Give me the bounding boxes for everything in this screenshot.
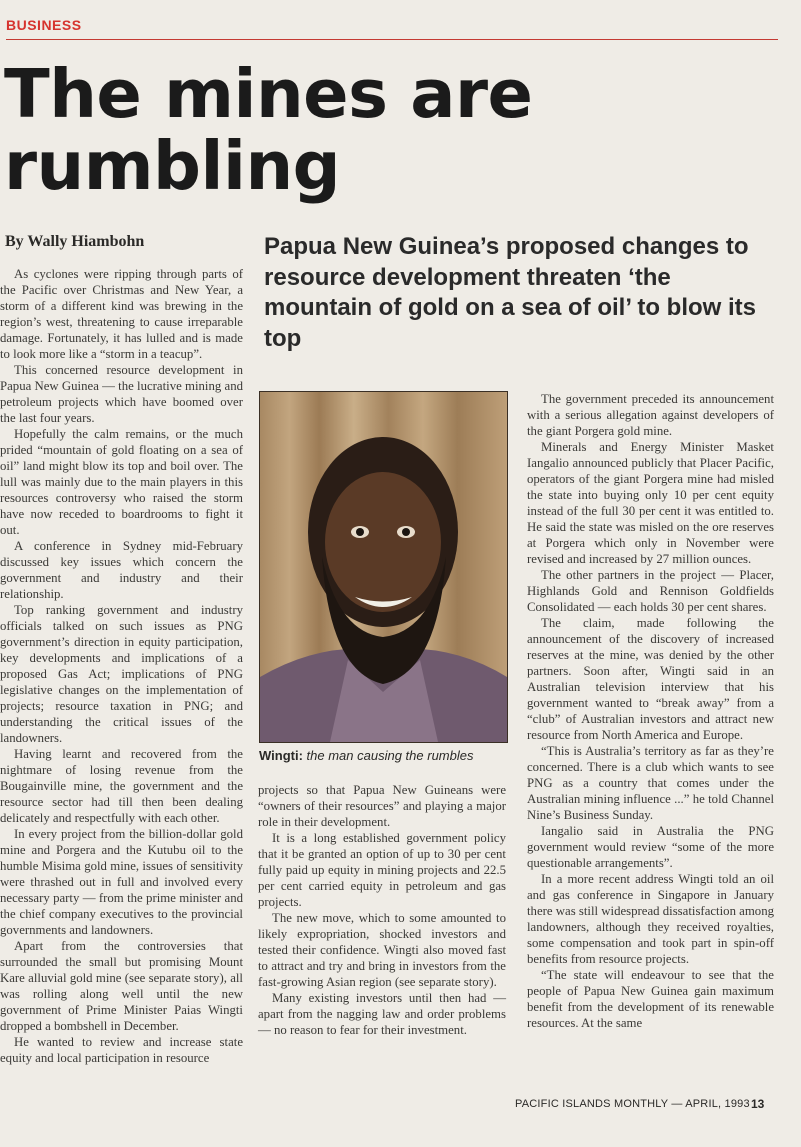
byline: By Wally Hiambohn <box>5 233 145 250</box>
paragraph: Having learnt and recovered from the nightmare of losing revenue from the Bougainville mine, the government and the resource sector had till then been dealing delicately and respectfully with each other. <box>0 747 243 825</box>
paragraph: “This is Australia’s territory as far as they’re concerned. There is a club which wants to see PNG as a country that comes under the Australian mining influence ...” he told Channel Nine’s Business Sunday. <box>527 744 774 822</box>
paragraph: Iangalio said in Australia the PNG government would review “some of the more questionable arrangements”. <box>527 824 774 870</box>
headline: The mines are rumbling <box>4 55 533 205</box>
portrait-photo <box>259 391 508 743</box>
paragraph: “The state will endeavour to see that the people of Papua New Guinea gain maximum benefit from the development of its renewable resources. At the same <box>527 968 774 1030</box>
page-number: 13 <box>751 1097 765 1111</box>
article-column-3 <box>527 391 774 1031</box>
paragraph: It is a long established government policy that it be granted an option of up to 30 per cent fully paid up equity in mining projects and 22.5 per cent carried equity in petroleum and gas projects. <box>258 831 506 909</box>
standfirst: Papua New Guinea’s proposed changes to resource development threaten ‘the mountain of gold on a sea of oil’ to blow its top <box>264 233 756 352</box>
paragraph: Many existing investors until then had — apart from the nagging law and order problems — no reason to fear for their investment. <box>258 991 506 1037</box>
paragraph: The government preceded its announcement with a serious allegation against developers of the giant Porgera gold mine. <box>527 392 774 438</box>
caption-name: Wingti: <box>259 748 303 763</box>
paragraph: As cyclones were ripping through parts of the Pacific over Christmas and New Year, a storm of a different kind was brewing in the region’s west, threatening to cause irreparable damage. Fortunately, it has lulled and is made to look more like a “storm in a teacup”. <box>0 267 243 361</box>
paragraph: The new move, which to some amounted to likely expropriation, shocked investors and tested their confidence. Wingti also moved fast to attract and try and bring in investors from the fast-growing Asian region (see separate story). <box>258 911 506 989</box>
paragraph: Apart from the controversies that surrounded the small but promising Mount Kare alluvial gold mine (see separate story), all was rolling along well until the new government of Prime Minister Paias Wingti dropped a bombshell in December. <box>0 939 243 1033</box>
paragraph: A conference in Sydney mid-February discussed key issues which concern the government and industry and their relationship. <box>0 539 243 601</box>
paragraph: The claim, made following the announcement of the discovery of increased reserves at the mine, was denied by the other partners. Soon after, Wingti said in an Australian television interview that his government wanted to “break away” from a “club” of Australian investors and attract new resource from North America and Europe. <box>527 616 774 742</box>
paragraph: Minerals and Energy Minister Masket Iangalio announced publicly that Placer Pacific, operators of the giant Porgera mine had misled the state into buying only 10 per cent equity instead of the full 30 per cent it was entitled to. He said the state was misled on the ore reserves at Porgera which only in November were revised and increased by 27 million ounces. <box>527 440 774 566</box>
paragraph: In every project from the billion-dollar gold mine and Porgera and the Kutubu oil to the humble Misima gold mine, issues of sensitivity were thrashed out in full and involved every necessary party — from the prime minister and the chief company executives to the provincial governments and landowners. <box>0 827 243 937</box>
photo-caption <box>259 748 519 763</box>
portrait-illustration <box>260 392 507 742</box>
article-column-2 <box>258 782 506 1038</box>
magazine-issue: PACIFIC ISLANDS MONTHLY — APRIL, 1993 <box>515 1098 750 1110</box>
section-label: BUSINESS <box>6 17 82 33</box>
paragraph: He wanted to review and increase state equity and local participation in resource <box>0 1035 243 1065</box>
paragraph: Hopefully the calm remains, or the much prided “mountain of gold floating on a sea of oil” land might blow its top and boil over. The lull was mainly due to the main players in this resources controversy who raised the storm have now receded to boardrooms to fight it out. <box>0 427 243 537</box>
section-divider <box>6 39 778 40</box>
paragraph: In a more recent address Wingti told an oil and gas conference in Singapore in January there was still widespread dissatisfaction among landowners, although they received royalties, some compensation and took part in spin-off benefits from resource projects. <box>527 872 774 966</box>
paragraph: projects so that Papua New Guineans were “owners of their resources” and playing a major role in their development. <box>258 783 506 829</box>
article-column-1 <box>0 266 243 1066</box>
caption-text: the man causing the rumbles <box>306 748 474 763</box>
paragraph: The other partners in the project — Placer, Highlands Gold and Rennison Goldfields Consolidated — each holds 30 per cent shares. <box>527 568 774 614</box>
paragraph: This concerned resource development in Papua New Guinea — the lucrative mining and petroleum projects which have boomed over the last four years. <box>0 363 243 425</box>
paragraph: Top ranking government and industry officials talked on such issues as PNG government’s direction in equity participation, key developments and implications of a proposed Gas Act; implications of PNG legislative changes on the implementation of projects; resource taxation in PNG; and understanding the critical issues of the landowners. <box>0 603 243 745</box>
